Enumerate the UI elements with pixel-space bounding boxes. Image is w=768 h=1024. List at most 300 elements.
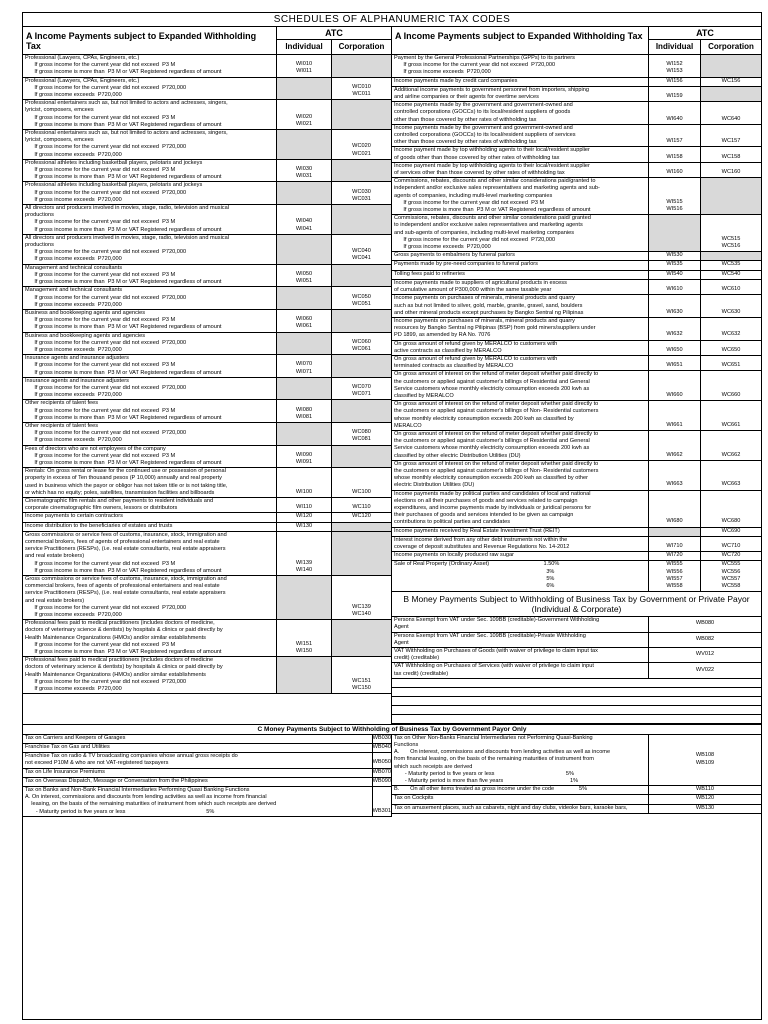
right-column <box>392 27 761 724</box>
atc-code-cell <box>277 160 332 182</box>
atc-code-cell <box>701 371 761 400</box>
atc-code: WI557 <box>666 575 683 582</box>
atc-code: WC051 <box>352 300 371 307</box>
row-description: On gross amount of refund given by MERALCO to customers with active contracts as classified by MERALCO <box>392 341 649 355</box>
row-description: Tolling fees paid to refineries <box>392 271 649 279</box>
table-row <box>392 617 761 632</box>
row-description: Professional fees paid to medical practitioners (includes doctors of medicine doctors of veterinary science & dentists) by hospitals & clinics or paid directly by Health Maintenance Organizations (HMOs) and/or similar establishments If gross income for the current year did not exceed P720,000 If gross income exceeds P720,000 <box>23 657 277 693</box>
section-b-title: B Money Payments Subject to Withholding of Business Tax by Government or Private Payor (Individual & Corporate) <box>392 592 761 617</box>
atc-code-cell <box>649 295 701 317</box>
atc-code: WC071 <box>352 391 371 398</box>
atc-code: WB109 <box>695 759 715 766</box>
columns <box>23 27 761 724</box>
row-description: Professional (Lawyers, CPAs, Engineers, etc.) If gross income for the current year did not exceed P720,000 If gross income exceeds P720,000 <box>23 78 277 100</box>
row-description: Insurance agents and insurance adjusters If gross income for the current year did not exceed P720,000 If gross income exceeds P720,000 <box>23 378 277 400</box>
atc-code-cell <box>701 295 761 317</box>
atc-code-cell <box>332 78 391 100</box>
atc-code-cell <box>332 182 391 204</box>
table-row <box>392 261 761 270</box>
atc-code: WC080 <box>352 429 371 436</box>
row-description: VAT Withholding on Purchases of Services (with waiver of privilege to claim input tax credit) (creditable) <box>392 663 649 677</box>
table-row <box>23 532 391 576</box>
atc-code-cell <box>649 371 701 400</box>
atc-code: WI139 <box>295 559 313 566</box>
table-row <box>23 205 391 235</box>
atc-code: WB050 <box>372 759 391 766</box>
atc-code-cell <box>277 576 332 619</box>
atc-code-cell <box>332 400 391 422</box>
atc-code: WC061 <box>352 345 371 352</box>
atc-code-cell <box>332 355 391 377</box>
atc-code: WI150 <box>295 648 313 655</box>
atc-code: WI661 <box>666 421 683 428</box>
table-row <box>392 371 761 401</box>
atc-code-cell <box>332 205 391 234</box>
atc-code: WC640 <box>721 115 741 122</box>
row-description: Professional entertainers such as, but not limited to actors and actresses, singers, lyricist, composers, emcees If gross income for the current year did not exceed P3 M If gross income is more than P3 M or VAT Registered regardless of amount <box>23 100 277 129</box>
atc-code-cell <box>373 778 391 786</box>
atc-code-cell <box>649 552 701 560</box>
table-row <box>23 78 391 101</box>
atc-code-cell <box>649 633 761 647</box>
table-row <box>392 528 761 537</box>
atc-code: WI020 <box>295 113 313 120</box>
table-row <box>392 786 761 795</box>
atc-code-cell <box>701 87 761 101</box>
atc-code: WC690 <box>721 527 741 534</box>
atc-code-cell <box>649 87 701 101</box>
row-description: Gross commissions or service fees of customs, insurance, stock, immigration and commercial brokers, fees of agents of professional entertainers and real estate service Practitioners (RESPs), (i.e. real estate consultants, real estate appraisers and real estate brokers) If gross income for the current year did not exceed P3 M If gross income is more than P3 M or VAT Registered regardless of amount <box>23 532 277 575</box>
row-description: Fees of directors who are not employees of the company If gross income for the current year did not exceed P3 M If gross income is more than P3 M or VAT Registered regardless of amount <box>23 446 277 468</box>
table-row <box>23 400 391 423</box>
row-description: On gross amount of refund given by MERALCO to customers with terminated contracts as classified by MERALCO <box>392 356 649 370</box>
row-description: Income payments received by Real Estate Investment Trust (REIT) <box>392 528 649 536</box>
atc-code-cell <box>277 423 332 445</box>
atc-code: WC160 <box>721 169 741 176</box>
row-description: Income distribution to the beneficiaries of estates and trusts <box>23 523 277 531</box>
atc-code-cell <box>701 102 761 124</box>
table-row <box>392 537 761 552</box>
table-row <box>23 744 391 753</box>
row-description: Tax on Cockpits <box>392 795 649 803</box>
row-description: Other recipients of talent fees If gross income for the current year did not exceed P720,000 If gross income exceeds P720,000 <box>23 423 277 445</box>
atc-code: WC110 <box>352 504 371 511</box>
atc-code: WI680 <box>666 518 683 525</box>
atc-code: WB030 <box>372 734 391 741</box>
atc-code-cell <box>277 620 332 656</box>
atc-code: WI558 <box>666 583 683 590</box>
atc-code-cell <box>332 130 391 159</box>
atc-code: WC555 <box>721 561 741 568</box>
table-row <box>392 735 761 786</box>
section-c-columns <box>23 735 761 817</box>
atc-code-cell <box>649 648 761 662</box>
table-row <box>23 620 391 657</box>
row-description: Commissions, rebates, discounts and other similar considerations paid/granted to independent and/or exclusive sales representatives and marketing agents and sub- agents of companies, including multi-level marketing companies If gross income for the current year did not exceed P3 M If gross income is more than P3 M or VAT Registered regardless of amount <box>392 178 649 214</box>
atc-code: WC157 <box>721 138 741 145</box>
atc-code-cell <box>277 333 332 355</box>
individual-header: Individual <box>277 40 332 54</box>
atc-code: WI090 <box>295 451 313 458</box>
right-rows <box>392 55 761 592</box>
row-description: Persons Exempt from VAT under Sec. 109BB (creditable)-Private Withholding Agent <box>392 633 649 647</box>
row-description: Income payments made by the government and government-owned and controlled corporations (GOCCs) to its local/resident suppliers of services other than those covered by other rates of withholding tax <box>392 125 649 147</box>
row-description: Tax on Other Non-Banks Financial Intermediaries not Performing Quasi-Banking Functions A. On interest, commissions and discounts from lending activities as well as income from financial leasing, on the basis of the remaining maturities of instrument from which such receipts are derived - Maturity period is five years or less 5% - Maturity period is more than five years 1% <box>392 735 649 785</box>
row-description: Franchise Tax on Gas and Utilities <box>23 744 373 752</box>
atc-code-cell <box>332 310 391 332</box>
atc-code-cell <box>649 341 701 355</box>
atc-code-cell <box>649 795 761 803</box>
row-description: Payment by the General Professional Partnerships (GPPs) to its partners If gross income for the current year did not exceed P720,000 If gross income exceeds P720,000 <box>392 55 649 77</box>
atc-code-cell <box>701 318 761 340</box>
atc-label: ATC <box>649 27 761 40</box>
table-row <box>23 182 391 205</box>
right-header <box>392 27 761 55</box>
row-description: Sale of Real Property (Ordinary Asset) 1.50% 3% 5% 6% <box>392 561 649 591</box>
table-row <box>23 498 391 513</box>
row-description: Income payments made by credit card companies <box>392 78 649 86</box>
table-row <box>392 633 761 648</box>
atc-code-cell <box>277 657 332 693</box>
atc-code-cell <box>649 663 761 677</box>
table-row <box>392 648 761 663</box>
atc-code-cell <box>649 261 701 269</box>
row-description: On gross amount of interest on the refund of meter deposit whether paid directly to the customers or applied against customer's billings of Residential and General Service customers whose monthly electricity consumption exceeds 200 kwh as classified by other electric Distribution Utilities (DU) <box>392 431 649 460</box>
atc-code-cell <box>332 576 391 619</box>
atc-code: WC556 <box>721 568 741 575</box>
atc-code-cell <box>277 55 332 77</box>
atc-code-cell <box>649 786 761 794</box>
atc-code: WI651 <box>666 362 683 369</box>
table-row <box>23 468 391 498</box>
atc-code: WC140 <box>352 611 371 618</box>
atc-code-cell <box>332 265 391 287</box>
row-description: Payments made by pre-need companies to funeral parlors <box>392 261 649 269</box>
atc-code-cell <box>277 287 332 309</box>
row-description: Gross commissions or service fees of customs, insurance, stock, immigration and commercial brokers, fees of agents of professional entertainers and real estate service Practitioners (RESPs), (i.e. real estate consultants, real estate appraisers and real estate brokers) If gross income for the current year did not exceed P720,000 If gross income exceeds P720,000 <box>23 576 277 619</box>
row-description: Persons Exempt from VAT under Sec. 109BB (creditable)-Government Withholding Agent <box>392 617 649 631</box>
row-description: Management and technical consultants If gross income for the current year did not exceed P720,000 If gross income exceeds P720,000 <box>23 287 277 309</box>
atc-code-cell <box>701 528 761 536</box>
row-description: Tax on Life Insurance Premiums <box>23 769 373 777</box>
table-row <box>392 252 761 261</box>
corporation-header: Corporation <box>338 42 385 51</box>
atc-code-cell <box>277 498 332 512</box>
atc-code: WI091 <box>295 458 313 465</box>
atc-code-cell <box>701 178 761 214</box>
atc-code-cell <box>701 163 761 177</box>
table-row <box>392 178 761 215</box>
row-description: Business and bookkeeping agents and agencies If gross income for the current year did not exceed P720,000 If gross income exceeds P720,000 <box>23 333 277 355</box>
right-header-title: A Income Payments subject to Expanded Withholding Tax <box>392 27 649 54</box>
atc-code: WI080 <box>295 406 313 413</box>
atc-code-cell <box>332 235 391 264</box>
atc-code: WI031 <box>295 173 313 180</box>
table-row <box>392 87 761 102</box>
atc-code: WI152 <box>666 61 683 68</box>
atc-code: WI110 <box>296 504 312 511</box>
row-description: Gross payments to embalmers by funeral parlors <box>392 252 649 260</box>
atc-code: WI051 <box>295 278 313 285</box>
row-description: On gross amount of interest on the refund of meter deposit whether paid directly to the customers or applied against customer's billings of Non- Residential customers whose monthly electricity consumption exceeds 200 kwh as classified by other electric Distribution Utilities (DU) <box>392 461 649 490</box>
section-b-rows <box>392 617 761 679</box>
row-description: Income payment made by top withholding agents to their local/resident supplier of goods other than those covered by other rates of withholding tax <box>392 147 649 161</box>
atc-code-cell <box>701 252 761 260</box>
atc-code-cell <box>649 805 761 813</box>
atc-code-cell <box>649 55 701 77</box>
atc-code-cell <box>277 400 332 422</box>
atc-code-cell <box>701 280 761 294</box>
table-row <box>392 271 761 280</box>
atc-code-cell <box>277 532 332 575</box>
table-row <box>392 805 761 814</box>
atc-code: WB120 <box>695 795 715 802</box>
atc-code-cell <box>332 657 391 693</box>
left-header <box>23 27 391 55</box>
atc-code: WI610 <box>666 286 683 293</box>
row-description: Professional athletes including basketball players, pelotaris and jockeys If gross income for the current year did not exceed P3 M If gross income is more than P3 M or VAT Registered regardless of amount <box>23 160 277 182</box>
atc-code: WC100 <box>352 488 371 495</box>
row-description: Income payments on purchases of minerals, mineral products and quarry such as but not limited to silver, gold, marble, granite, gravel, sand, boulders and other mineral products except purchases by Bangko Sentral ng Pilipinas <box>392 295 649 317</box>
row-description: Professional athletes including basketball players, pelotaris and jockeys If gross income for the current year did not exceed P720,000 If gross income exceeds P720,000 <box>23 182 277 204</box>
atc-code-cell <box>701 147 761 161</box>
atc-code-cell <box>649 252 701 260</box>
atc-code-cell <box>701 125 761 147</box>
atc-code: WI630 <box>666 308 683 315</box>
atc-code: WI070 <box>295 361 313 368</box>
table-row <box>23 130 391 160</box>
left-header-title: A Income Payments subject to Expanded Withholding Tax <box>23 27 277 54</box>
atc-code: WC139 <box>352 603 371 610</box>
empty-row <box>392 706 761 715</box>
atc-code: WC158 <box>721 153 741 160</box>
table-row <box>392 125 761 148</box>
atc-code-cell <box>332 100 391 129</box>
atc-code: WI516 <box>666 206 683 213</box>
row-description: Income payment made by top withholding agents to their local/resident supplier of services other than those covered by other rates of withholding tax <box>392 163 649 177</box>
atc-code: WC558 <box>721 583 741 590</box>
table-row <box>392 78 761 87</box>
atc-code: WC540 <box>721 270 741 277</box>
row-description: Income payments on locally produced raw sugar <box>392 552 649 560</box>
table-row <box>23 378 391 401</box>
empty-row <box>392 688 761 697</box>
row-description: Tax on Overseas Dispatch, Message or Conversation from the Philippines <box>23 778 373 786</box>
atc-code: WB082 <box>695 635 715 642</box>
atc-code-cell <box>277 378 332 400</box>
atc-code-cell <box>649 178 701 214</box>
atc-code: WC720 <box>721 552 741 559</box>
atc-code: WI081 <box>295 413 313 420</box>
table-row <box>392 280 761 295</box>
atc-code-cell <box>332 287 391 309</box>
row-description: Cinematographic film rentals and other payments to resident individuals and corporate cinematographic film owners, lessors or distributors <box>23 498 277 512</box>
atc-code: WI556 <box>666 568 683 575</box>
row-description: Income payments made to suppliers of agricultural products in excess of cumulative amount of P300,000 within the same taxable year <box>392 280 649 294</box>
atc-code-cell <box>701 78 761 86</box>
table-row <box>392 55 761 78</box>
row-description: Commissions, rebates, discounts and other similar considerations paid/ granted to independent and/or exclusive sales representatives and marketing agents and sub-agents of companies, including multi-level marketing companies If gross income for the current year did not exceed P720,000 If gross income exceeds P720,000 <box>392 215 649 251</box>
table-row <box>392 431 761 461</box>
table-row <box>392 461 761 491</box>
empty-row <box>392 715 761 724</box>
atc-code-cell <box>701 491 761 527</box>
atc-code: WC011 <box>352 91 371 98</box>
atc-code-cell <box>649 163 701 177</box>
atc-code: WC010 <box>352 83 371 90</box>
atc-code-cell <box>332 446 391 468</box>
atc-code-cell <box>701 55 761 77</box>
row-description: Additional income payments to government personnel from importers, shipping and airline companies or their agents for overtime services <box>392 87 649 101</box>
atc-code-cell <box>277 468 332 497</box>
corporation-header: Corporation <box>708 42 754 51</box>
atc-code: WB040 <box>372 744 391 751</box>
table-row <box>392 552 761 561</box>
atc-code-cell <box>277 100 332 129</box>
atc-code: WI663 <box>666 481 683 488</box>
table-row <box>23 446 391 469</box>
table-row <box>392 795 761 804</box>
atc-code: WI515 <box>666 198 683 205</box>
atc-code: WI011 <box>296 68 312 75</box>
row-description: Professional entertainers such as, but not limited to actors and actresses, singers, lyricist, composers, emcees If gross income for the current year did not exceed P720,000 If gross income exceeds P720,000 <box>23 130 277 159</box>
table-row <box>23 287 391 310</box>
row-description: Franchise Tax on radio & TV broadcasting companies whose annual gross receipts do not exceed P10M & who are not VAT-registered taxpayers <box>23 753 373 767</box>
table-row <box>23 657 391 694</box>
atc-code-cell <box>332 532 391 575</box>
table-row <box>392 215 761 252</box>
atc-code-cell <box>649 271 701 279</box>
table-row <box>23 100 391 130</box>
atc-code: WB110 <box>696 786 714 793</box>
row-description: B. On all other items treated as gross income under the code 5% <box>392 786 649 794</box>
table-row <box>23 753 391 768</box>
atc-code: WI555 <box>666 561 683 568</box>
atc-code-cell <box>649 356 701 370</box>
atc-code-cell <box>373 735 391 743</box>
atc-code-cell <box>277 310 332 332</box>
atc-code-cell <box>701 261 761 269</box>
row-description: All directors and producers involved in movies, stage, radio, television and musical productions If gross income for the current year did not exceed P3 M If gross income is more than P3 M or VAT Registered regardless of amount <box>23 205 277 234</box>
atc-code: WC030 <box>352 188 371 195</box>
empty-row <box>392 697 761 706</box>
atc-code-cell <box>649 125 701 147</box>
table-row <box>392 102 761 125</box>
atc-code: WC040 <box>352 248 371 255</box>
atc-code-cell <box>277 130 332 159</box>
atc-code: WI021 <box>295 120 313 127</box>
atc-code: WB301 <box>372 807 391 814</box>
section-c-left <box>23 735 392 817</box>
atc-code: WC516 <box>721 243 741 250</box>
table-row <box>23 55 391 78</box>
atc-code: WI720 <box>666 552 683 559</box>
atc-code: WC630 <box>721 308 741 315</box>
table-row <box>23 576 391 620</box>
row-description: Professional (Lawyers, CPAs, Engineers, etc.) If gross income for the current year did not exceed P3 M If gross income is more than P3 M or VAT Registered regardless of amount <box>23 55 277 77</box>
atc-code-cell <box>373 744 391 752</box>
atc-code-cell <box>332 468 391 497</box>
table-row <box>23 423 391 446</box>
table-row <box>23 333 391 356</box>
atc-code-cell <box>649 617 761 631</box>
atc-code-cell <box>649 147 701 161</box>
row-description: Interest income derived from any other debt instruments not within the coverage of deposit substitutes and Revenue Regulations No. 14-2012 <box>392 537 649 551</box>
atc-code: WI100 <box>295 488 313 495</box>
atc-code-cell <box>701 271 761 279</box>
atc-code: WI140 <box>295 566 313 573</box>
table-row <box>392 163 761 178</box>
row-description: Insurance agents and insurance adjusters If gross income for the current year did not exceed P3 M If gross income is more than P3 M or VAT Registered regardless of amount <box>23 355 277 377</box>
atc-code: WC060 <box>352 338 371 345</box>
table-row <box>23 787 391 817</box>
atc-code-cell <box>649 401 701 430</box>
atc-code: WI041 <box>295 225 313 232</box>
row-description: Tax on Banks and Non-Bank Financial Intermediaries Performing Quasi Banking Functions A. On interest, commissions and discounts from lending activities as well as income from financial leasing, on the basis of the remaining maturities of instrument from which such receipts are derived - Maturity period is five years or less 5% <box>23 787 373 816</box>
atc-code: WI160 <box>666 169 683 176</box>
table-row <box>392 341 761 356</box>
atc-code-cell <box>332 513 391 521</box>
atc-code: WI040 <box>295 218 313 225</box>
row-description: Income payments made by the government and government-owned and controlled corporations (GOCCs) to its local/resident suppliers of goods other than those covered by other rates of withholding tax <box>392 102 649 124</box>
atc-code: WI120 <box>295 513 313 520</box>
table-row <box>23 310 391 333</box>
atc-code-cell <box>277 78 332 100</box>
atc-code: WC081 <box>352 436 371 443</box>
table-row <box>23 160 391 183</box>
atc-code: WI710 <box>666 543 683 549</box>
atc-code-cell <box>373 769 391 777</box>
atc-code: WI151 <box>295 640 313 647</box>
atc-code-cell <box>332 523 391 531</box>
atc-code: WC021 <box>352 150 371 157</box>
row-description: Other recipients of talent fees If gross income for the current year did not exceed P3 M If gross income is more than P3 M or VAT Registered regardless of amount <box>23 400 277 422</box>
row-description: Management and technical consultants If gross income for the current year did not exceed P3 M If gross income is more than P3 M or VAT Registered regardless of amount <box>23 265 277 287</box>
atc-code: WC662 <box>721 451 741 458</box>
atc-code: WI071 <box>295 368 313 375</box>
left-column <box>23 27 392 724</box>
atc-code: WC150 <box>352 685 371 692</box>
atc-code: WC070 <box>352 383 371 390</box>
atc-code-cell <box>701 537 761 551</box>
atc-code: WI060 <box>295 316 313 323</box>
atc-code: WC680 <box>721 518 741 525</box>
table-row <box>392 147 761 162</box>
atc-code-cell <box>277 182 332 204</box>
row-description: Income payments to certain contractors <box>23 513 277 521</box>
atc-code: WC661 <box>721 421 741 428</box>
atc-code: WC651 <box>721 362 741 369</box>
atc-code-cell <box>701 215 761 251</box>
section-c-title: C Money Payments Subject to Withholding of Business Tax by Government Payor Only <box>23 724 761 735</box>
atc-code-cell <box>277 265 332 287</box>
table-row <box>392 318 761 341</box>
row-description: Professional fees paid to medical practitioners (includes doctors of medicine, doctors of veterinary science & dentists) by hospitals & clinics or paid directly by Health Maintenance Organizations (HMOs) and/or similar establishments If gross income for the current year did not exceed P3 M If gross income is more than P3 M or VAT Registered regardless of amount <box>23 620 277 656</box>
atc-code-cell <box>649 528 701 536</box>
row-description: Business and bookkeeping agents and agencies If gross income for the current year did not exceed P3 M If gross income is more than P3 M or VAT Registered regardless of amount <box>23 310 277 332</box>
atc-code-cell <box>373 753 391 767</box>
atc-code: WI010 <box>295 61 313 68</box>
atc-code-cell <box>332 498 391 512</box>
atc-code-cell <box>373 787 391 816</box>
atc-code: WC710 <box>721 543 741 549</box>
atc-code-cell <box>332 333 391 355</box>
atc-code: WI660 <box>666 391 683 398</box>
atc-code: WC020 <box>352 143 371 150</box>
atc-code: WI640 <box>666 115 683 122</box>
atc-code: WC041 <box>352 255 371 262</box>
tax-code-schedule <box>22 12 762 1020</box>
